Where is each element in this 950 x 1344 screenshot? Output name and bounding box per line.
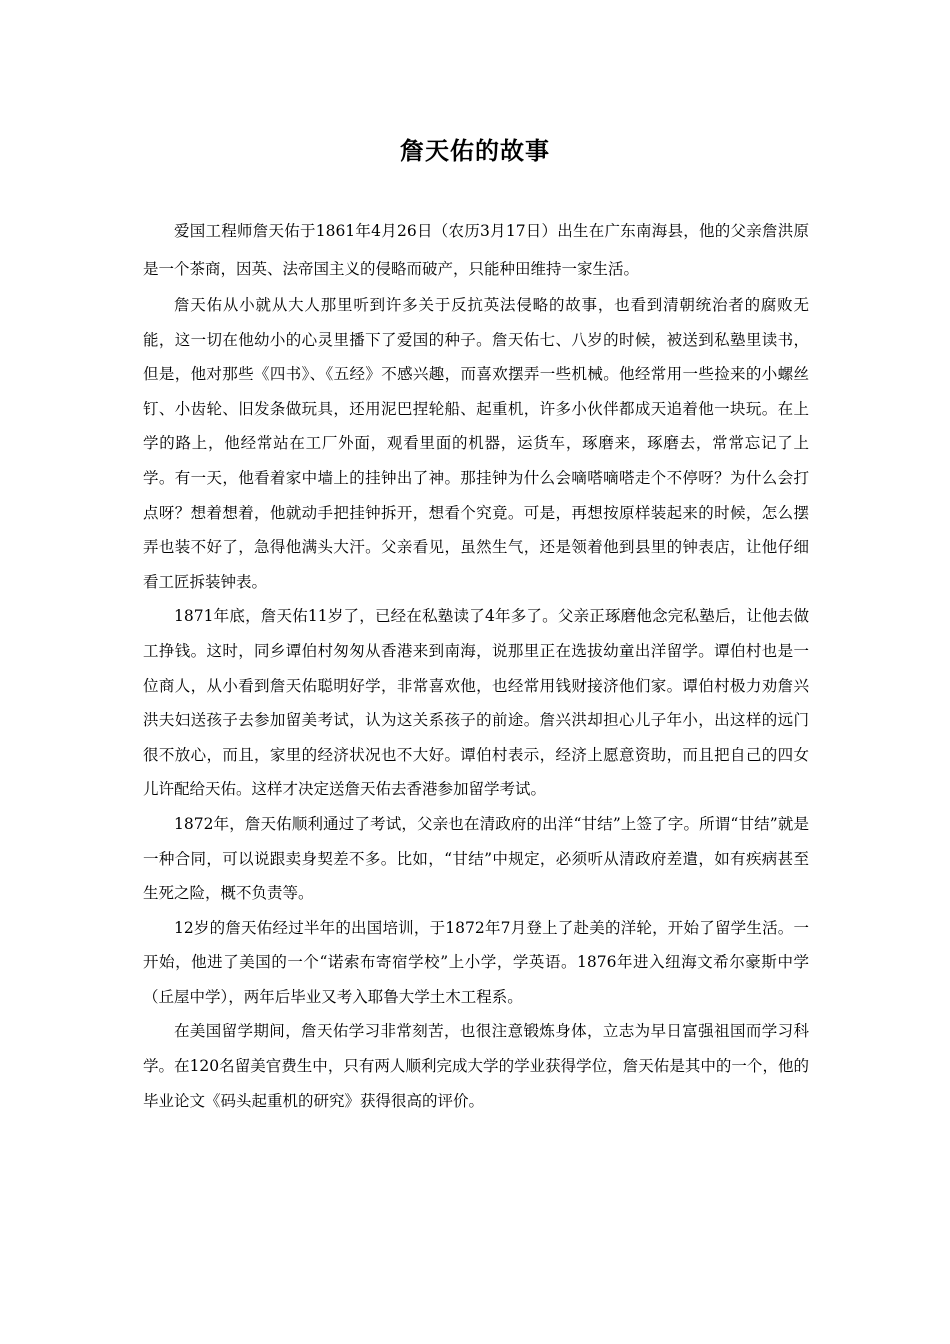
paragraph-1872-exam: 1872年，詹天佑顺利通过了考试，父亲也在清政府的出洋“甘结”上签了字。所谓“甘结”就是一种合同，可以说跟卖身契差不多。比如，“甘结”中规定，必须听从清政府差遣，如有疾病甚至生死之险，概不负责等。 <box>143 814 809 903</box>
document-title: 詹天佑的故事 <box>400 137 550 165</box>
paragraph-birth: 爱国工程师詹天佑于1861年4月26日（农历3月17日）出生在广东南海县，他的父亲詹洪原是一个茶商，因英、法帝国主义的侵略而破产，只能种田维持一家生活。 <box>143 222 809 278</box>
paragraph-childhood: 詹天佑从小就从大人那里听到许多关于反抗英法侵略的故事，也看到清朝统治者的腐败无能，这一切在他幼小的心灵里播下了爱国的种子。詹天佑七、八岁的时候，被送到私塾里读书，但是，他对那些《四书》、《五经》不感兴趣，而喜欢摆弄一些机械。他经常用一些捡来的小螺丝钉、小齿轮、旧发条做玩具，还用泥巴捏轮船、起重机，许多小伙伴都成天追着他一块玩。在上学的路上，他经常站在工厂外面，观看里面的机器，运货车，琢磨来，琢磨去，常常忘记了上学。有一天，他看着家中墙上的挂钟出了神。那挂钟为什么会嘀嗒嘀嗒走个不停呀？为什么会打点呀？想着想着，他就动手把挂钟拆开，想看个究竟。可是，再想按原样装起来的时候，怎么摆弄也装不好了，急得他满头大汗。父亲看见，虽然生气，还是领着他到县里的钟表店，让他仔细看工匠拆装钟表。 <box>143 296 809 591</box>
paragraph-study-abroad: 12岁的詹天佑经过半年的出国培训，于1872年7月登上了赴美的洋轮，开始了留学生活。一开始，他进了美国的一个“诺索布寄宿学校”上小学，学英语。1876年进入纽海文希尔豪斯中学（丘屋中学），两年后毕业又考入耶鲁大学土木工程系。 <box>143 918 809 1006</box>
paragraph-1871: 1871年底，詹天佑11岁了，已经在私塾读了4年多了。父亲正琢磨他念完私塾后，让他去做工挣钱。这时，同乡谭伯村匆匆从香港来到南海，说那里正在选拔幼童出洋留学。谭伯村也是一位商人，从小看到詹天佑聪明好学，非常喜欢他，也经常用钱财接济他们家。谭伯村极力劝詹兴洪夫妇送孩子去参加留美考试，认为这关系孩子的前途。詹兴洪却担心儿子年小，出这样的远门很不放心，而且，家里的经济状况也不大好。谭伯村表示，经济上愿意资助，而且把自己的四女儿许配给天佑。这样才决定送詹天佑去香港参加留学考试。 <box>143 607 809 799</box>
document-body <box>143 212 809 1118</box>
paragraph-graduation: 在美国留学期间，詹天佑学习非常刻苦，也很注意锻炼身体，立志为早日富强祖国而学习科学。在120名留美官费生中，只有两人顺利完成大学的学业获得学位，詹天佑是其中的一个，他的毕业论文《码头起重机的研究》获得很高的评价。 <box>143 1022 809 1110</box>
